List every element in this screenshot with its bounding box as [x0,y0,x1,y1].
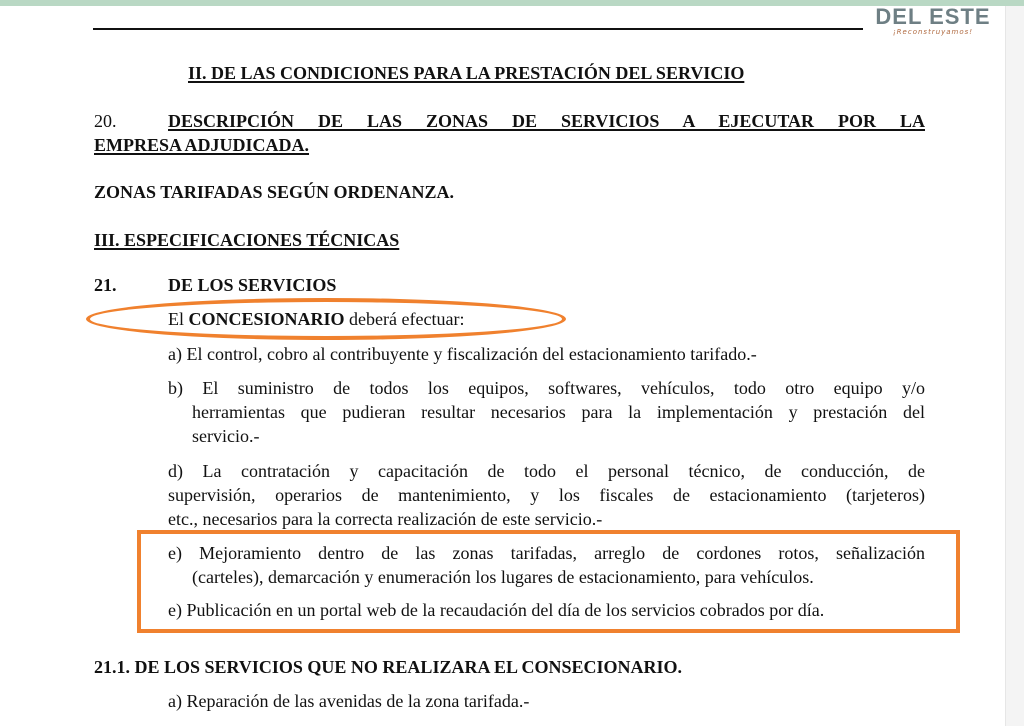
item-21-1-a: a) Reparación de las avenidas de la zona tarifada.- [168,691,530,711]
intro-suffix: deberá efectuar: [344,309,465,329]
header-rule [93,28,863,30]
item-21-1-title: 21.1. DE LOS SERVICIOS QUE NO REALIZARA EL CONSECIONARIO. [94,657,682,677]
item-21-e2: e) Publicación en un portal web de la recaudación del día de los servicios cobrados por día. [168,600,825,620]
section-2-heading: II. DE LAS CONDICIONES PARA LA PRESTACIÓN DEL SERVICIO [188,63,745,83]
item-21-b-line2: herramientas que pudieran resultar necesarios para la implementación y prestación del [192,402,925,422]
item-21-d-line1: d) La contratación y capacitación de todo el personal técnico, de conducción, de [168,461,925,481]
item-21-e1-line2: (carteles), demarcación y enumeración los lugares de estacionamiento, para vehículos. [192,567,814,587]
item-20-title-line1: DESCRIPCIÓN DE LAS ZONAS DE SERVICIOS A EJECUTAR POR LA [168,111,925,131]
logo-name: DEL ESTE [875,4,991,29]
item-21-number: 21. [94,275,117,295]
zonas-tarifadas-heading: ZONAS TARIFADAS SEGÚN ORDENANZA. [94,182,455,202]
intro-prefix: El [168,309,189,329]
section-3-heading: III. ESPECIFICACIONES TÉCNICAS [94,230,400,250]
concesionario-term: CONCESIONARIO [188,309,345,329]
item-20-title-line2: EMPRESA ADJUDICADA. [94,135,310,155]
item-21-b-line3: servicio.- [192,426,260,446]
page-right-margin [1005,6,1024,726]
highlight-ellipse-concesionario [86,298,566,340]
item-21-a: a) El control, cobro al contribuyente y fiscalización del estacionamiento tarifado.- [168,344,757,364]
item-21-d-line2: supervisión, operarios de mantenimiento, y los fiscales de estacionamiento (tarjeteros) [168,485,925,505]
municipality-logo [868,4,998,36]
item-21-title: DE LOS SERVICIOS [168,275,337,295]
item-21-e1-line1: e) Mejoramiento dentro de las zonas tarifadas, arreglo de cordones rotos, señalización [168,543,925,563]
item-21-d-line3: etc., necesarios para la correcta realización de este servicio.- [168,509,603,529]
logo-tagline: ¡Reconstruyamos! [892,28,974,36]
item-20-number: 20. [94,111,117,131]
item-21-b-line1: b) El suministro de todos los equipos, softwares, vehículos, todo otro equipo y/o [168,378,925,398]
